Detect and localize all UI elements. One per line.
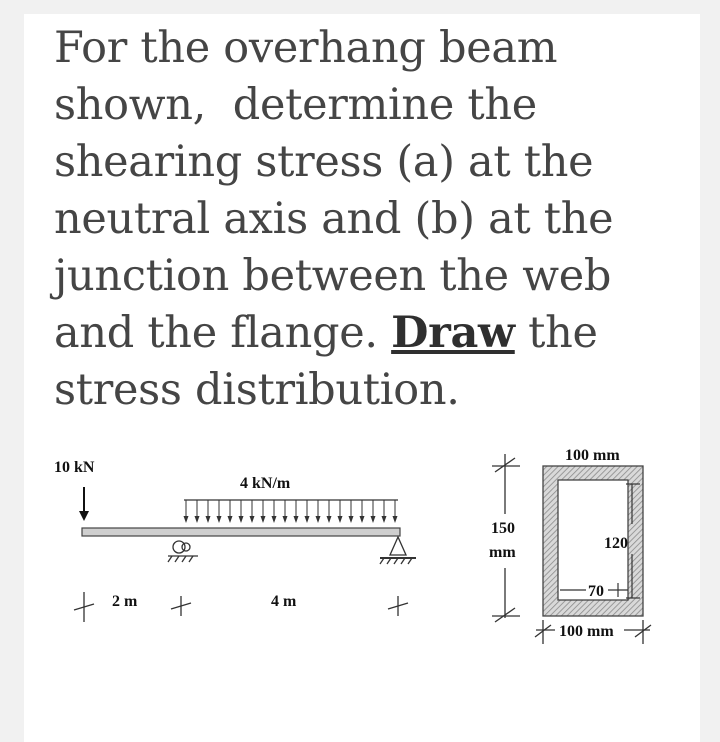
question-line-5: junction between the web (54, 251, 612, 301)
section-width-bottom-label: 100 mm (559, 623, 614, 640)
point-load-arrow (79, 487, 89, 521)
question-line-4: neutral axis and (b) at the (54, 194, 614, 244)
roller-support-icon (380, 537, 416, 564)
question-line-6-end: the (514, 308, 598, 358)
question-line-1: For the overhang beam (54, 23, 558, 73)
question-line-2: shown, determine the (54, 80, 537, 130)
distributed-load-arrows (184, 500, 399, 523)
section-height-unit: mm (489, 544, 516, 561)
span-left-label: 2 m (112, 593, 138, 610)
inner-height-label: 120 (604, 535, 628, 552)
question-line-6-start: and the flange. (54, 308, 392, 358)
inner-width-label: 70 (588, 583, 604, 600)
distributed-load-label: 4 kN/m (240, 475, 291, 492)
question-line-3: shearing stress (a) at the (54, 137, 594, 187)
question-line-7: stress distribution. (54, 365, 460, 415)
point-load-label: 10 kN (54, 459, 95, 476)
section-width-top-label: 100 mm (565, 447, 620, 464)
height-dimension-line (492, 454, 520, 622)
span-right-label: 4 m (271, 593, 297, 610)
draw-emphasis: Draw (391, 308, 515, 358)
pin-support-icon (168, 541, 198, 562)
section-height-label: 150 (491, 520, 515, 537)
beam (82, 528, 400, 536)
